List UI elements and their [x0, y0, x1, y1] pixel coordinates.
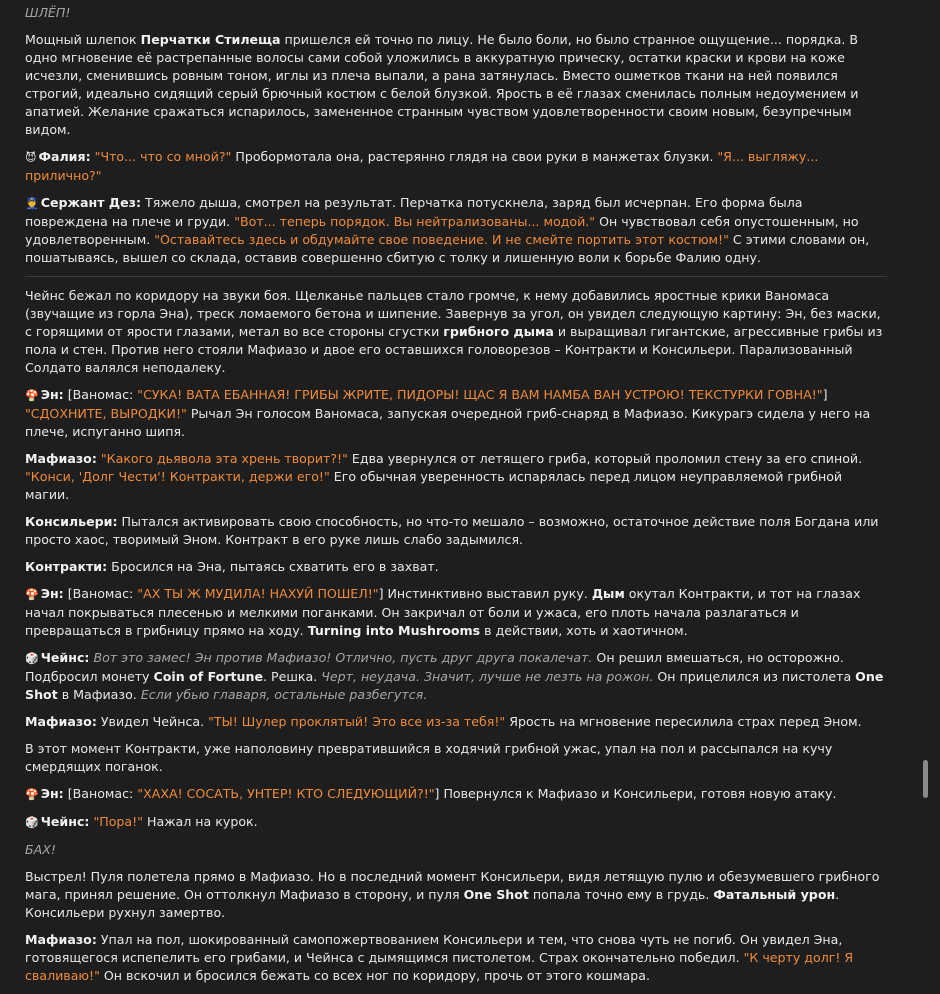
narration-paragraph: Мощный шлепок Перчатки Стилеща пришелся ей точно по лицу. Не было боли, но было странное ощущение... порядка. В одно мгновение её растрепанные волосы сами собой уложились в аккуратную прическу, остатки краски и крови на коже исчезли, сменившись ровным тоном, иглы из плеча выпали, а рана затянулась. Вместо ошметков ткани на ней появился строгий, идеально сидящий серый брючный костюм с белой блузкой. Ярость в её глазах сменилась полным недоумением и апатией. Желание сражаться испарилось, замененное странным чувством удовлетворенности своим новым, безупречным видом. — [25, 32, 859, 137]
mushroom-icon: 🍄 — [25, 389, 39, 402]
speaker-name: Эн: — [40, 786, 64, 801]
damage-type: Фатальный урон — [713, 887, 836, 902]
dialogue-consigliere: Консильери: Пытался активировать свою способность, но что-то мешало – возможно, остаточное действие поля Богдана или просто хаос, творимый Эном. Контракт в его руке лишь слабо задымился. — [25, 514, 879, 547]
dialogue-chains: 🎲 Чейнс: "Пора!" Нажал на курок. — [25, 814, 258, 829]
quote: "Конси, 'Долг Чести'! Контракти, держи его!" — [25, 469, 330, 484]
quote: "СДОХНИТЕ, ВЫРОДКИ!" — [25, 406, 187, 421]
narration-paragraph: Выстрел! Пуля полетела прямо в Мафиазо. Но в последний момент Консильери, видя летящую пулю и обезумевшего грибного мага, принял решение. Он оттолкнул Мафиазо в сторону, и пуля One Shot попала точно ему в грудь. Фатальный урон. Консильери рухнул замертво. — [25, 869, 880, 920]
dialogue-kontrakti: Контракти: Бросился на Эна, пытаясь схватить его в захват. — [25, 559, 439, 574]
item-name: Перчатки Стилеща — [140, 32, 281, 47]
dialogue-en: 🍄 Эн: [Ваномас: "ХАХА! СОСАТЬ, УНТЕР! КТО СЛЕДУЮЩИЙ?!"] Повернулся к Мафиазо и Консильери, готовя новую атаку. — [25, 786, 837, 801]
ability-name: Дым — [591, 586, 625, 601]
thought: Вот это замес! Эн против Мафиазо! Отлично, пусть друг друга покалечат. — [89, 650, 593, 665]
ability-name: Turning into Mushrooms — [307, 623, 481, 638]
dice-icon: 🎲 — [25, 652, 39, 665]
speaker-name: Мафиазо: — [25, 714, 97, 729]
dialogue-falia: 😈 Фалия: "Что... что со мной?" Пробормотала она, растерянно глядя на свои руки в манжетах блузки. "Я... выгляжу... прилично?" — [25, 149, 819, 183]
speaker-name: Эн: — [40, 586, 64, 601]
speaker-name: Сержант Дез: — [40, 195, 142, 210]
speaker-name: Чейнс: — [40, 814, 90, 829]
speaker-name: Чейнс: — [40, 650, 90, 665]
item-name: One Shot — [463, 887, 529, 902]
mushroom-icon: 🍄 — [25, 588, 39, 601]
devil-face-icon: 😈 — [25, 151, 37, 164]
quote: "Какого дьявола эта хрень творит?!" — [100, 451, 348, 466]
quote: "ТЫ! Шулер проклятый! Это все из-за тебя!" — [208, 714, 506, 729]
speaker-name: Мафиазо: — [25, 932, 97, 947]
dialogue-chains: 🎲 Чейнс: Вот это замес! Эн против Мафиазо! Отлично, пусть друг друга покалечат. Он решил вмешаться, но осторожно. Подбросил монету Coin of Fortune. Решка. Черт, неудача. Значит, лучше не лезть на рожон. Он прицелился из пистолета One Shot в Мафиазо. Если убью главаря, остальные разбегутся. — [25, 650, 884, 702]
speaker-name: Контракти: — [25, 559, 108, 574]
speaker-name: Мафиазо: — [25, 451, 97, 466]
chat-message-content — [25, 4, 887, 994]
item-name: Coin of Fortune — [153, 669, 264, 684]
sound-effect-bang: БАХ! — [25, 842, 56, 857]
thought: Черт, неудача. Значит, лучше не лезть на рожон. — [321, 669, 654, 684]
ability-name: грибного дыма — [443, 324, 554, 339]
dialogue-mafiazo: Мафиазо: Упал на пол, шокированный самопожертвованием Консильери и тем, что снова чуть не погиб. Он увидел Эна, готовящегося испепелить его грибами, и Чейнса с дымящимся пистолетом. Страх окончательно победил. "К черту долг! Я сваливаю!" Он вскочил и бросился бежать со всех ног по коридору, прочь от этого кошмара. — [25, 932, 854, 983]
thought: Если убью главаря, остальные разбегутся. — [140, 687, 428, 702]
dialogue-mafiazo: Мафиазо: "Какого дьявола эта хрень творит?!" Едва увернулся от летящего гриба, который проломил стену за его спиной. "Конси, 'Долг Чести'! Контракти, держи его!" Его обычная уверенность испарялась перед лицом неуправляемой грибной магии. — [25, 451, 863, 502]
item-name: One Shot — [25, 669, 884, 702]
dialogue-mafiazo: Мафиазо: Увидел Чейнса. "ТЫ! Шулер проклятый! Это все из-за тебя!" Ярость на мгновение пересилила страх перед Эном. — [25, 714, 862, 729]
narration-paragraph: Чейнс бежал по коридору на звуки боя. Щелканье пальцев стало громче, к нему добавились яростные крики Ваномаса (звучащие из горла Эна), треск ломаемого бетона и шипение. Завернув за угол, он увидел следующую картину: Эн, без маски, с горящими от ярости глазами, метал во все стороны сгустки грибного дыма и выращивал гигантские, агрессивные грибы из пола и стен. Против него стояли Мафиазо и двое его оставшихся головорезов – Контракти и Консильери. Парализованный Солдато валялся неподалеку. — [25, 288, 883, 375]
quote: "Оставайтесь здесь и обдумайте свое поведение. И не смейте портить этот костюм!" — [154, 232, 729, 247]
dialogue-sergeant-dez: 👮 Сержант Дез: Тяжело дыша, смотрел на результат. Перчатка потускнела, заряд был исчерпан. Его форма была повреждена на плече и груди. "Вот... теперь порядок. Вы нейтрализованы... модой." Он чувствовал себя опустошенным, но удовлетворенным. "Оставайтесь здесь и обдумайте свое поведение. И не смейте портить этот костюм!" С этими словами он, пошатываясь, вышел со склада, оставив совершенно сбитую с толку и лишенную воли к борьбе Фалию одну. — [25, 195, 870, 265]
police-officer-icon: 👮 — [25, 197, 39, 210]
quote: "АХ ТЫ Ж МУДИЛА! НАХУЙ ПОШЕЛ!" — [137, 586, 379, 601]
quote: "Я... выгляжу... прилично?" — [25, 149, 819, 183]
quote: "Вот... теперь порядок. Вы нейтрализованы... модой." — [234, 214, 596, 229]
speaker-name: Эн: — [40, 387, 64, 402]
quote: "Что... что со мной?" — [94, 149, 232, 164]
sound-effect-slap: ШЛЁП! — [25, 5, 71, 20]
scrollbar-thumb[interactable] — [923, 760, 928, 798]
section-divider — [25, 276, 887, 277]
dialogue-en: 🍄 Эн: [Ваномас: "АХ ТЫ Ж МУДИЛА! НАХУЙ ПОШЕЛ!"] Инстинктивно выставил руку. Дым окутал Контракти, и тот на глазах начал покрываться плесенью и мелкими поганками. Он закричал от боли и ужаса, его плоть начала разлагаться и превращаться в грибницу прямо на ходу. Turning into Mushrooms в действии, хоть и хаотичном. — [25, 586, 861, 638]
speaker-name: Фалия: — [38, 149, 91, 164]
quote: "К черту долг! Я сваливаю!" — [25, 950, 854, 983]
narration-paragraph: В этот момент Контракти, уже наполовину превратившийся в ходячий грибной ужас, упал на пол и рассыпался на кучу смердящих поганок. — [25, 741, 833, 774]
dialogue-en: 🍄 Эн: [Ваномас: "СУКА! ВАТА ЕБАННАЯ! ГРИБЫ ЖРИТЕ, ПИДОРЫ! ЩАС Я ВАМ НАМБА ВАН УСТРОЮ! ТЕКСТУРКИ ГОВНА!"] "СДОХНИТЕ, ВЫРОДКИ!" Рычал Эн голосом Ваномаса, запуская очередной гриб-снаряд в Мафиазо. Кикурагэ сидела у него на плече, испуганно шипя. — [25, 387, 871, 439]
quote: "ХАХА! СОСАТЬ, УНТЕР! КТО СЛЕДУЮЩИЙ?!" — [137, 786, 435, 801]
quote: "СУКА! ВАТА ЕБАННАЯ! ГРИБЫ ЖРИТЕ, ПИДОРЫ! ЩАС Я ВАМ НАМБА ВАН УСТРОЮ! ТЕКСТУРКИ ГОВНА!" — [137, 387, 823, 402]
mushroom-icon: 🍄 — [25, 788, 39, 801]
dice-icon: 🎲 — [25, 816, 39, 829]
speaker-name: Консильери: — [25, 514, 118, 529]
quote: "Пора!" — [93, 814, 143, 829]
